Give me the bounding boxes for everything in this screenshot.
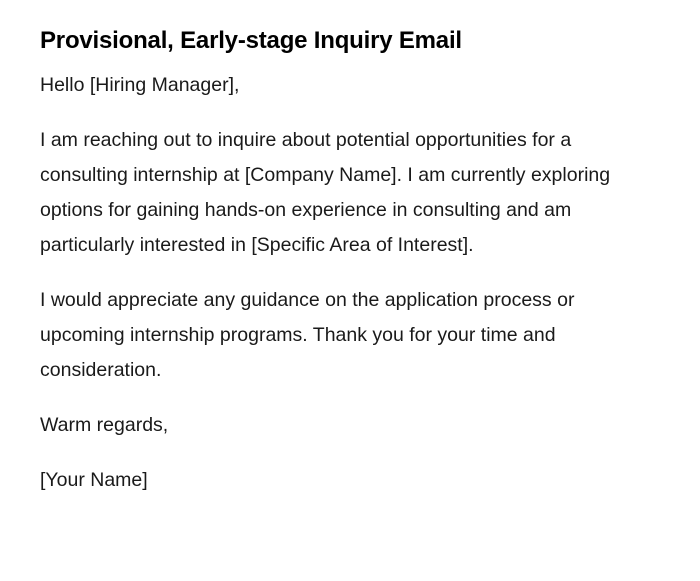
page-title: Provisional, Early-stage Inquiry Email	[40, 27, 462, 54]
greeting-line: Hello [Hiring Manager],	[40, 74, 240, 96]
body-paragraph-1: I am reaching out to inquire about potential opportunities for a consulting internship at [Company Name]. I am currently exploring options for gaining hands-on experience in consulting and am particularly interested in [Specific Area of Interest].	[40, 129, 611, 256]
email-template-document	[40, 24, 640, 518]
body-paragraph-2: I would appreciate any guidance on the application process or upcoming internship programs. Thank you for your time and consideration.	[40, 289, 575, 381]
closing-line: Warm regards,	[40, 414, 169, 436]
signature-line: [Your Name]	[40, 469, 148, 491]
